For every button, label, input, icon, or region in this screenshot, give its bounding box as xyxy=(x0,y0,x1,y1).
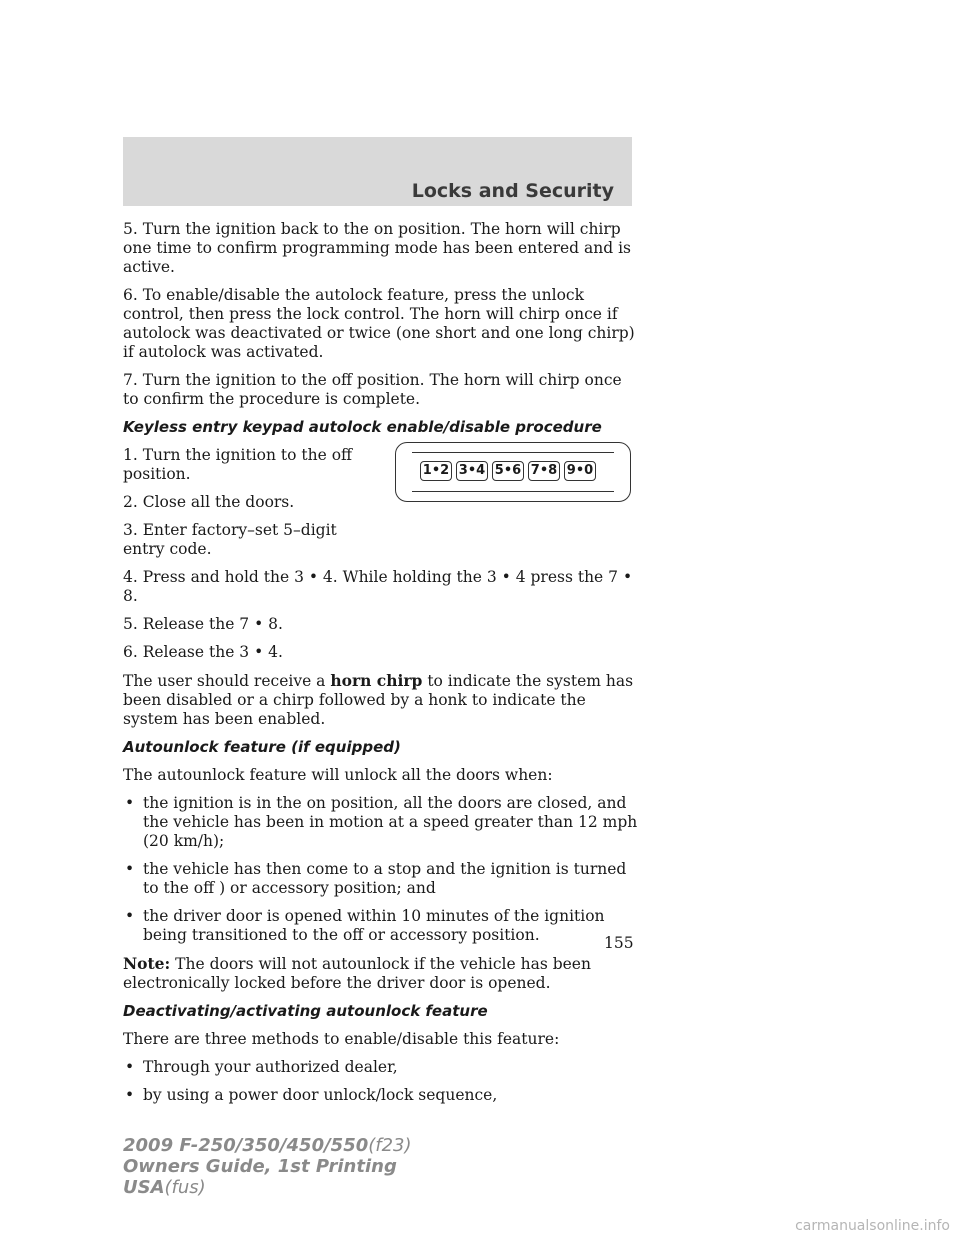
deactivating-bullet xyxy=(123,1058,638,1077)
page-content xyxy=(123,220,638,1114)
footer-model-code: (f23) xyxy=(368,1135,412,1156)
autounlock-heading: Autounlock feature (if equipped) xyxy=(123,738,401,756)
keypad-step-6: 6. Release the 3 • 4. xyxy=(123,643,283,661)
page-number: 155 xyxy=(604,934,634,952)
watermark: carmanualsonline.info xyxy=(795,1218,950,1234)
keypad-illustration xyxy=(395,442,631,502)
section-title: Locks and Security xyxy=(411,180,614,202)
horn-chirp-term: horn chirp xyxy=(330,671,423,690)
paragraph-step-6: 6. To enable/disable the autolock feature, press the unlock control, then press the lock control. The horn will chirp once if autolock was deactivated or twice (one short and one long chirp) if autolock was activated. xyxy=(123,286,635,361)
keypad-step-4: 4. Press and hold the 3 • 4. While holding the 3 • 4 press the 7 • 8. xyxy=(123,568,633,605)
bullet-glyph: • xyxy=(125,1086,135,1104)
bullet-glyph: • xyxy=(125,794,135,812)
autounlock-bullet xyxy=(123,794,638,851)
keypad-step-5: 5. Release the 7 • 8. xyxy=(123,615,283,633)
footer-region-code: (fus) xyxy=(164,1177,206,1198)
keypad-top-line xyxy=(412,452,614,453)
keypad-key: 5•6 xyxy=(492,461,524,481)
keypad-step-2: 2. Close all the doors. xyxy=(123,493,295,511)
bullet-glyph: • xyxy=(125,907,135,925)
keypad-section-heading: Keyless entry keypad autolock enable/disable procedure xyxy=(123,418,602,436)
paragraph-step-5: 5. Turn the ignition back to the on position. The horn will chirp one time to confirm programming mode has been entered and is active. xyxy=(123,220,631,276)
keypad-bottom-line xyxy=(412,491,614,492)
autounlock-bullet xyxy=(123,860,638,898)
user-feedback-paragraph xyxy=(123,671,638,729)
keypad-key: 9•0 xyxy=(564,461,596,481)
paragraph-step-7: 7. Turn the ignition to the off position. The horn will chirp once to confirm the procedure is complete. xyxy=(123,371,622,408)
autounlock-intro: The autounlock feature will unlock all the doors when: xyxy=(123,766,553,784)
footer-model: 2009 F-250/350/450/550 xyxy=(123,1135,369,1156)
bullet-glyph: • xyxy=(125,1058,135,1076)
keypad-key: 3•4 xyxy=(456,461,488,481)
bullet-text: Through your authorized dealer, xyxy=(143,1058,398,1076)
bullet-text: the ignition is in the on position, all the doors are closed, and the vehicle has been in motion at a speed greater than 12 mph (20 km/h); xyxy=(143,794,638,850)
autounlock-note xyxy=(123,954,638,993)
footer-line-model xyxy=(123,1135,412,1156)
autounlock-bullet xyxy=(123,907,638,945)
keypad-key: 7•8 xyxy=(528,461,560,481)
footer-region: USA xyxy=(123,1177,165,1198)
keypad-step-3: 3. Enter factory–set 5–digit entry code. xyxy=(123,521,337,558)
footer-imprint xyxy=(123,1135,412,1198)
note-text: The doors will not autounlock if the vehicle has been electronically locked before the driver door is opened. xyxy=(123,955,591,992)
bullet-text: the driver door is opened within 10 minutes of the ignition being transitioned to the off or accessory position. xyxy=(143,907,605,944)
note-label: Note: xyxy=(123,954,171,973)
footer-line-region xyxy=(123,1177,412,1198)
bullet-text: by using a power door unlock/lock sequence, xyxy=(143,1086,498,1104)
deactivating-bullet xyxy=(123,1086,638,1105)
user-feedback-pre: The user should receive a xyxy=(123,672,331,690)
keypad-keys xyxy=(420,461,596,481)
keypad-step-1: 1. Turn the ignition to the off position. xyxy=(123,446,353,483)
keypad-key: 1•2 xyxy=(420,461,452,481)
bullet-text: the vehicle has then come to a stop and the ignition is turned to the off ) or accessory position; and xyxy=(143,860,627,897)
bullet-glyph: • xyxy=(125,860,135,878)
header-band xyxy=(123,137,632,206)
keypad-steps-block xyxy=(123,446,638,559)
deactivating-intro: There are three methods to enable/disable this feature: xyxy=(123,1030,560,1048)
deactivating-heading: Deactivating/activating autounlock feature xyxy=(123,1002,488,1020)
user-feedback-post: to indicate the system has been disabled or a chirp followed by a honk to indicate the system has been enabled. xyxy=(123,672,634,728)
footer-guide: Owners Guide, 1st Printing xyxy=(123,1156,397,1177)
